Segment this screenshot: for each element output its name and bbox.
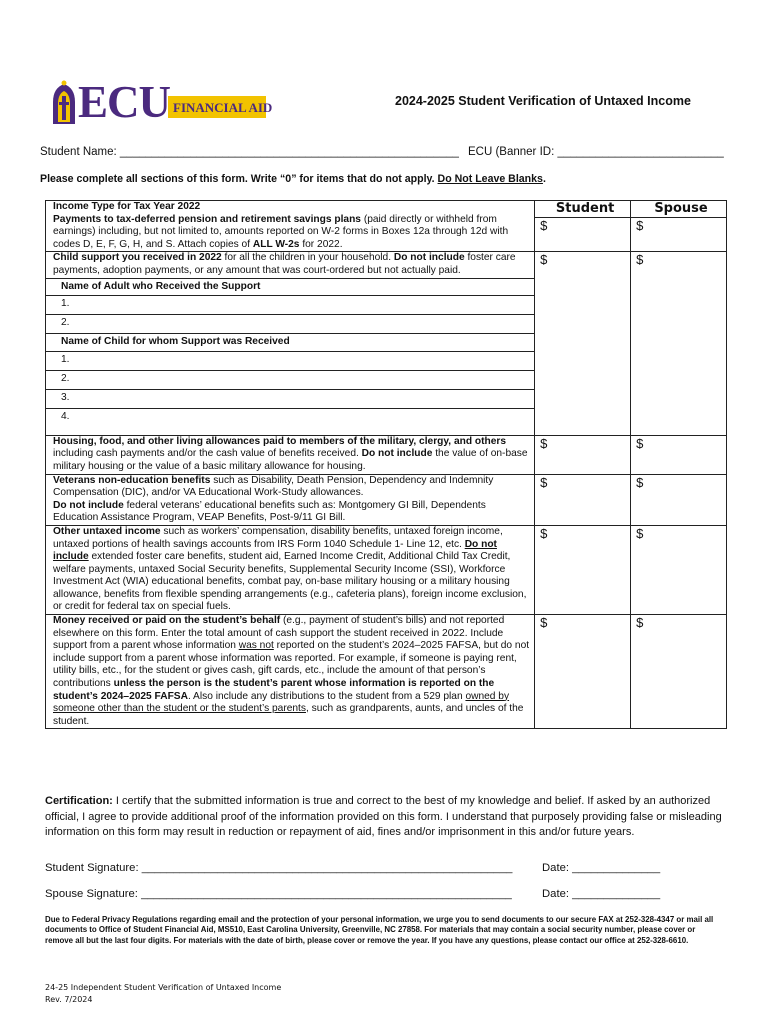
child-name-1[interactable]: 1. — [46, 351, 534, 370]
money-received-text: (e.g., payment of student’s bills) and not reported elsewhere on this form. Enter the total amount of cash support the student received in 2022. Include support from a parent whose information — [53, 615, 505, 652]
housing-text: including cash payments and/or the cash value of benefits received. — [53, 448, 362, 460]
certification-label: Certification: — [45, 795, 113, 807]
child-name-2[interactable]: 2. — [46, 370, 534, 389]
spouse-other-untaxed-input[interactable]: $ — [631, 525, 727, 614]
other-untaxed-text: such as workers’ compensation, disability benefits, untaxed foreign income, untaxed portions of health savings accounts from IRS Form 1040 Schedule 1- Line 12, etc. — [53, 525, 503, 550]
table-row — [46, 525, 727, 614]
instructions: Please complete all sections of this form. Write “0” for items that do not apply. Do Not Leave Blanks. — [40, 173, 546, 185]
student-pension-input[interactable]: $ — [535, 218, 631, 252]
spouse-housing-input[interactable]: $ — [631, 435, 727, 474]
money-received-end: , such as grandparents, aunts, and uncles of the student. — [53, 703, 524, 727]
housing-label: Housing, food, and other living allowances paid to members of the military, clergy, and others — [53, 435, 507, 447]
child-support-label: Child support you received in 2022 — [53, 252, 222, 264]
row-child-support — [46, 252, 535, 435]
form-name: 24-25 Independent Student Verification of Untaxed Income — [45, 983, 282, 992]
col-spouse-header: Spouse — [631, 201, 727, 218]
student-money-received-input[interactable]: $ — [535, 615, 631, 729]
table-heading: Income Type for Tax Year 2022 — [53, 201, 201, 212]
table-row — [46, 252, 727, 435]
privacy-notice: Due to Federal Privacy Regulations regarding email and the protection of your personal information, we urge you to send documents to our secure FAX at 252-328-4347 or mail all documents to Office of Student Financial Aid, MS510, East Carolina University, Greenville, NC 27858. For materials that may contain a social security number, please cover or remove all but the last four digits. For materials with the date of birth, please cover or remove the year. If you have any questions, please contact our office at 252-328-6610. — [45, 915, 714, 945]
row-veterans — [46, 474, 535, 525]
housing-exclusion: Do not include — [361, 448, 433, 460]
student-child-support-input[interactable]: $ — [535, 252, 631, 435]
student-name-field[interactable]: Student Name: _____________________________________________________ — [40, 146, 459, 158]
row-pension — [46, 201, 535, 252]
student-other-untaxed-input[interactable]: $ — [535, 525, 631, 614]
page-title: 2024-2025 Student Verification of Untaxed Income — [395, 94, 691, 108]
form-footer — [45, 982, 281, 1006]
table-row — [46, 435, 727, 474]
child-support-text: for all the children in your household. — [221, 252, 394, 264]
row-housing — [46, 435, 535, 474]
spouse-pension-input[interactable]: $ — [631, 218, 727, 252]
veterans-text: such as Disability, Death Pension, Dependency and Indemnity Compensation (DIC), and/or VA Educational Work-Study allowances. — [53, 474, 494, 499]
spouse-date-field[interactable]: Date: ______________ — [542, 888, 661, 900]
child-support-end: foster care payments, adoption payments, or any amount that was court-ordered but not actually paid. — [53, 252, 516, 276]
child-name-4[interactable]: 4. — [46, 408, 534, 427]
logo-wordmark: ECU — [78, 77, 171, 127]
other-untaxed-label: Other untaxed income — [53, 525, 161, 537]
spouse-money-received-input[interactable]: $ — [631, 615, 727, 729]
certification-text: I certify that the submitted information is true and correct to the best of my knowledge and belief. If asked by an authorized official, I agree to provide additional proof of the information provided on this form. I understand that purposely providing false or misleading information on this form may result in reduction or repayment of aid, fines and/or imprisonment in this and/or future years. — [45, 795, 722, 838]
money-received-text2: reported on the student’s 2024–2025 FAFSA, but do not include support from a parent whose information was reported. For example, if someone is paying rent, utility bills, etc., for the student or gives cash, gift cards, etc., include the amount of that person’s contributions — [53, 640, 530, 690]
housing-end: the value of on-base military housing or the value of a basic military allowance for housing. — [53, 448, 528, 472]
spouse-signature-field[interactable]: Spouse Signature: ___________________________________________________________ — [45, 888, 512, 900]
veterans-exclusion: Do not include — [53, 499, 124, 511]
other-untaxed-exclusion: Do not include — [53, 538, 497, 563]
spouse-child-support-input[interactable]: $ — [631, 252, 727, 435]
money-received-owned: owned by someone other than the student or the student’s parents — [53, 690, 510, 715]
col-student-header: Student — [535, 201, 631, 218]
banner-id-field[interactable]: ECU (Banner ID: __________________________ — [468, 146, 724, 158]
form-revision: Rev. 7/2024 — [45, 995, 93, 1004]
table-row — [46, 615, 727, 729]
row-other-untaxed — [46, 525, 535, 614]
money-received-text3: . Also include any distributions to the student from a 529 plan — [187, 690, 466, 702]
certification — [45, 794, 727, 841]
ecu-logo — [50, 77, 273, 127]
pension-text: (paid directly or withheld from earnings) including, but not limited to, amounts reported on W-2 forms in Boxes 12a through 12d with codes D, E, F, G, H, and S. Attach copies of — [53, 213, 509, 250]
other-untaxed-end: extended foster care benefits, student aid, Earned Income Credit, Additional Child Tax Credit, welfare payments, untaxed Social Security benefits, Supplemental Security Income (SSI), Workforce Investment Act (WIA) educational benefits, combat pay, on-base military housing or a military housing allowance, benefits from flexible spending arrangements (e.g., cafeteria plans), foreign income exclusion, or credit for federal tax on special fuels. — [53, 551, 527, 613]
pension-end: for 2022. — [299, 238, 343, 250]
pension-label: Payments to tax-deferred pension and retirement savings plans — [53, 213, 361, 225]
veterans-label: Veterans non-education benefits — [53, 474, 211, 486]
table-row — [46, 201, 727, 218]
table-row — [46, 474, 727, 525]
money-received-not: was not — [238, 640, 274, 652]
instructions-emphasis: Do Not Leave Blanks — [437, 173, 543, 185]
spouse-veterans-input[interactable]: $ — [631, 474, 727, 525]
instructions-text: Please complete all sections of this form. Write “0” for items that do not apply. — [40, 173, 438, 185]
adult-name-heading: Name of Adult who Received the Support — [46, 278, 534, 296]
student-veterans-input[interactable]: $ — [535, 474, 631, 525]
veterans-end: federal veterans’ educational benefits such as: Montgomery GI Bill, Dependents Education Assistance Program, VEAP Benefits, Post-9/11 GI Bill. — [53, 499, 486, 524]
row-money-received — [46, 615, 535, 729]
student-signature-field[interactable]: Student Signature: ___________________________________________________________ — [45, 862, 513, 874]
pension-w2: ALL W-2s — [252, 238, 300, 250]
student-date-field[interactable]: Date: ______________ — [542, 862, 661, 874]
child-name-3[interactable]: 3. — [46, 389, 534, 408]
child-support-exclusion: Do not include — [393, 252, 465, 264]
money-received-unless: unless the person is the student’s parent whose information is reported on the student’s 2024–2025 FAFSA — [53, 678, 495, 702]
student-housing-input[interactable]: $ — [535, 435, 631, 474]
income-table — [45, 200, 727, 729]
adult-name-1[interactable]: 1. — [46, 295, 534, 314]
money-received-label: Money received or paid on the student’s behalf — [53, 615, 281, 627]
logo-badge-text: FINANCIAL AID — [173, 100, 273, 115]
adult-name-2[interactable]: 2. — [46, 314, 534, 333]
child-name-heading: Name of Child for whom Support was Received — [46, 333, 534, 351]
